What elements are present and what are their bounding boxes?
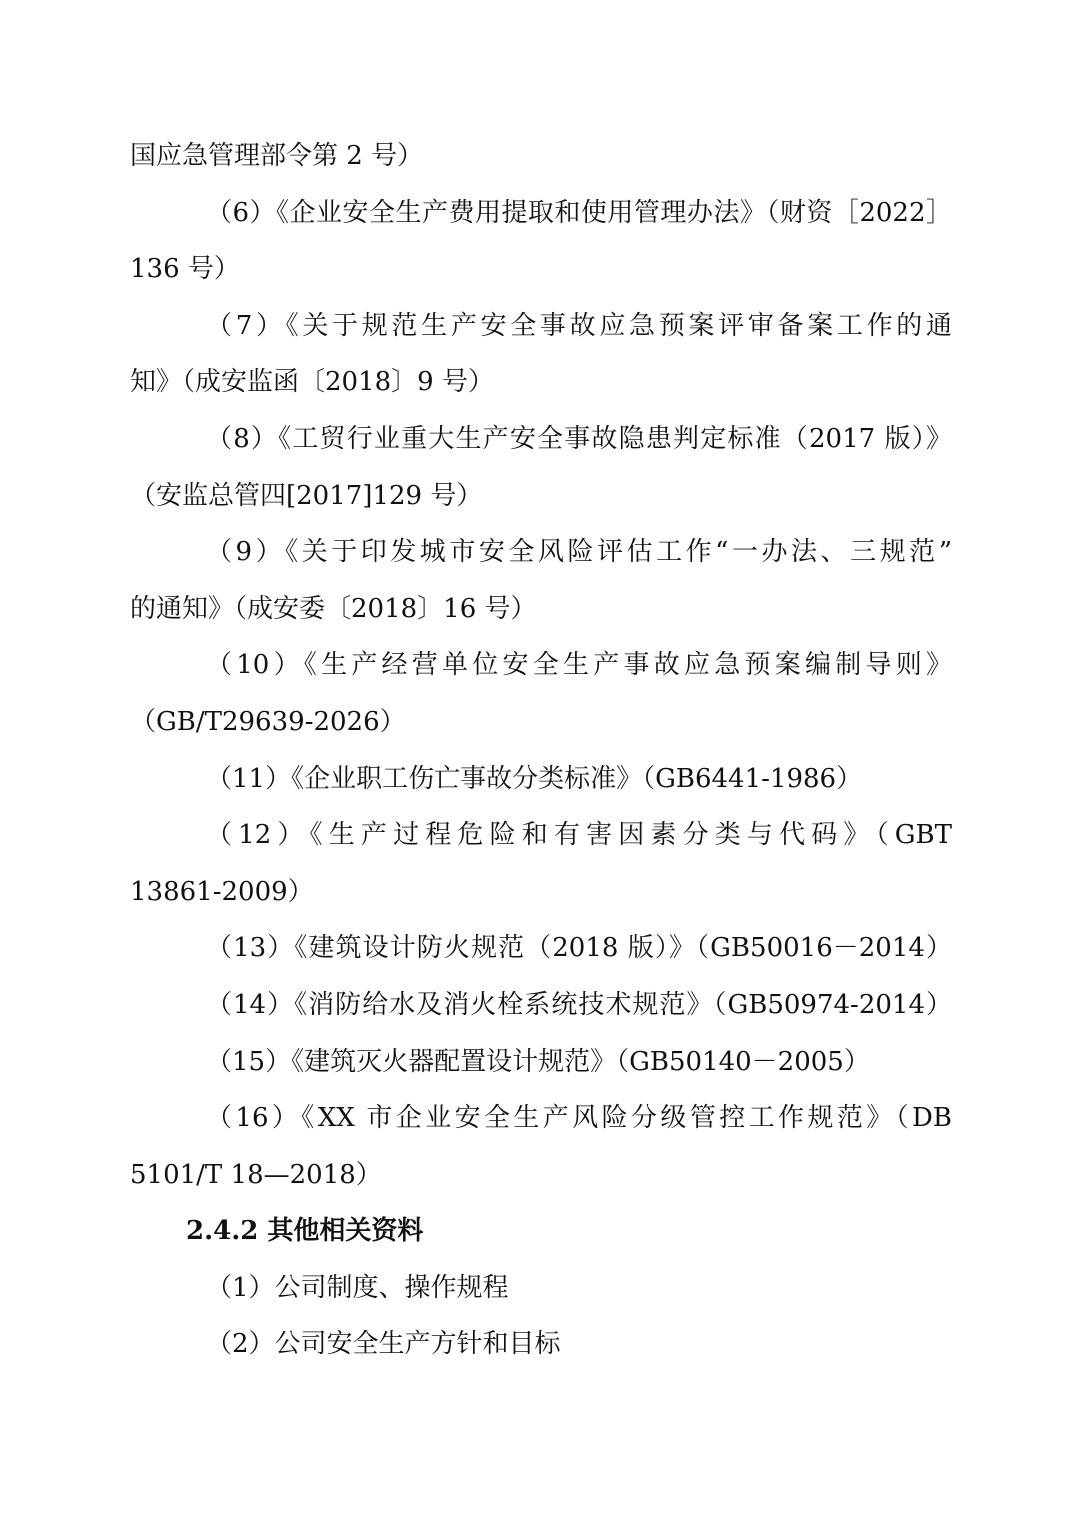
document-body [130, 128, 952, 1373]
section-item-1: （1）公司制度、操作规程 [206, 1272, 509, 1303]
reference-item-12-cont: 13861-2009） [130, 876, 314, 907]
reference-item-16: （16）《XX 市企业安全生产风险分级管控工作规范》（DB [206, 1103, 952, 1134]
reference-item-7: （7）《关于规范生产安全事故应急预案评审备案工作的通 [206, 310, 952, 341]
reference-item-9-cont: 的通知》（成安委〔2018〕16 号） [130, 593, 537, 624]
reference-item-15: （15）《建筑灭火器配置设计规范》（GB50140－2005） [206, 1046, 870, 1077]
reference-item-13: （13）《建筑设计防火规范（2018 版）》（GB50016－2014） [206, 933, 952, 964]
reference-item-16-cont: 5101/T 18—2018） [130, 1159, 382, 1190]
reference-item-8-cont: （安监总管四[2017]129 号） [130, 480, 483, 511]
section-item-2: （2）公司安全生产方针和目标 [206, 1329, 561, 1360]
section-heading: 2.4.2 其他相关资料 [186, 1216, 424, 1247]
text-line: 国应急管理部令第 2 号） [130, 141, 424, 171]
reference-item-10: （10）《生产经营单位安全生产事故应急预案编制导则》 [206, 650, 952, 681]
reference-item-8: （8）《工贸行业重大生产安全事故隐患判定标准（2017 版）》 [206, 423, 952, 454]
reference-item-10-cont: （GB/T29639-2026） [130, 706, 406, 737]
reference-item-14: （14）《消防给水及消火栓系统技术规范》（GB50974-2014） [206, 989, 952, 1020]
reference-item-9: （9）《关于印发城市安全风险评估工作“一办法、三规范” [206, 537, 952, 568]
reference-item-7-cont: 知》（成安监函〔2018〕9 号） [130, 367, 494, 398]
reference-item-12: （12）《生产过程危险和有害因素分类与代码》（GBT [206, 820, 952, 851]
reference-item-6-cont: 136 号） [130, 254, 240, 285]
reference-item-11: （11）《企业职工伤亡事故分类标准》（GB6441-1986） [206, 763, 863, 794]
reference-item-6: （6）《企业安全生产费用提取和使用管理办法》（财资［2022］ [206, 197, 952, 228]
